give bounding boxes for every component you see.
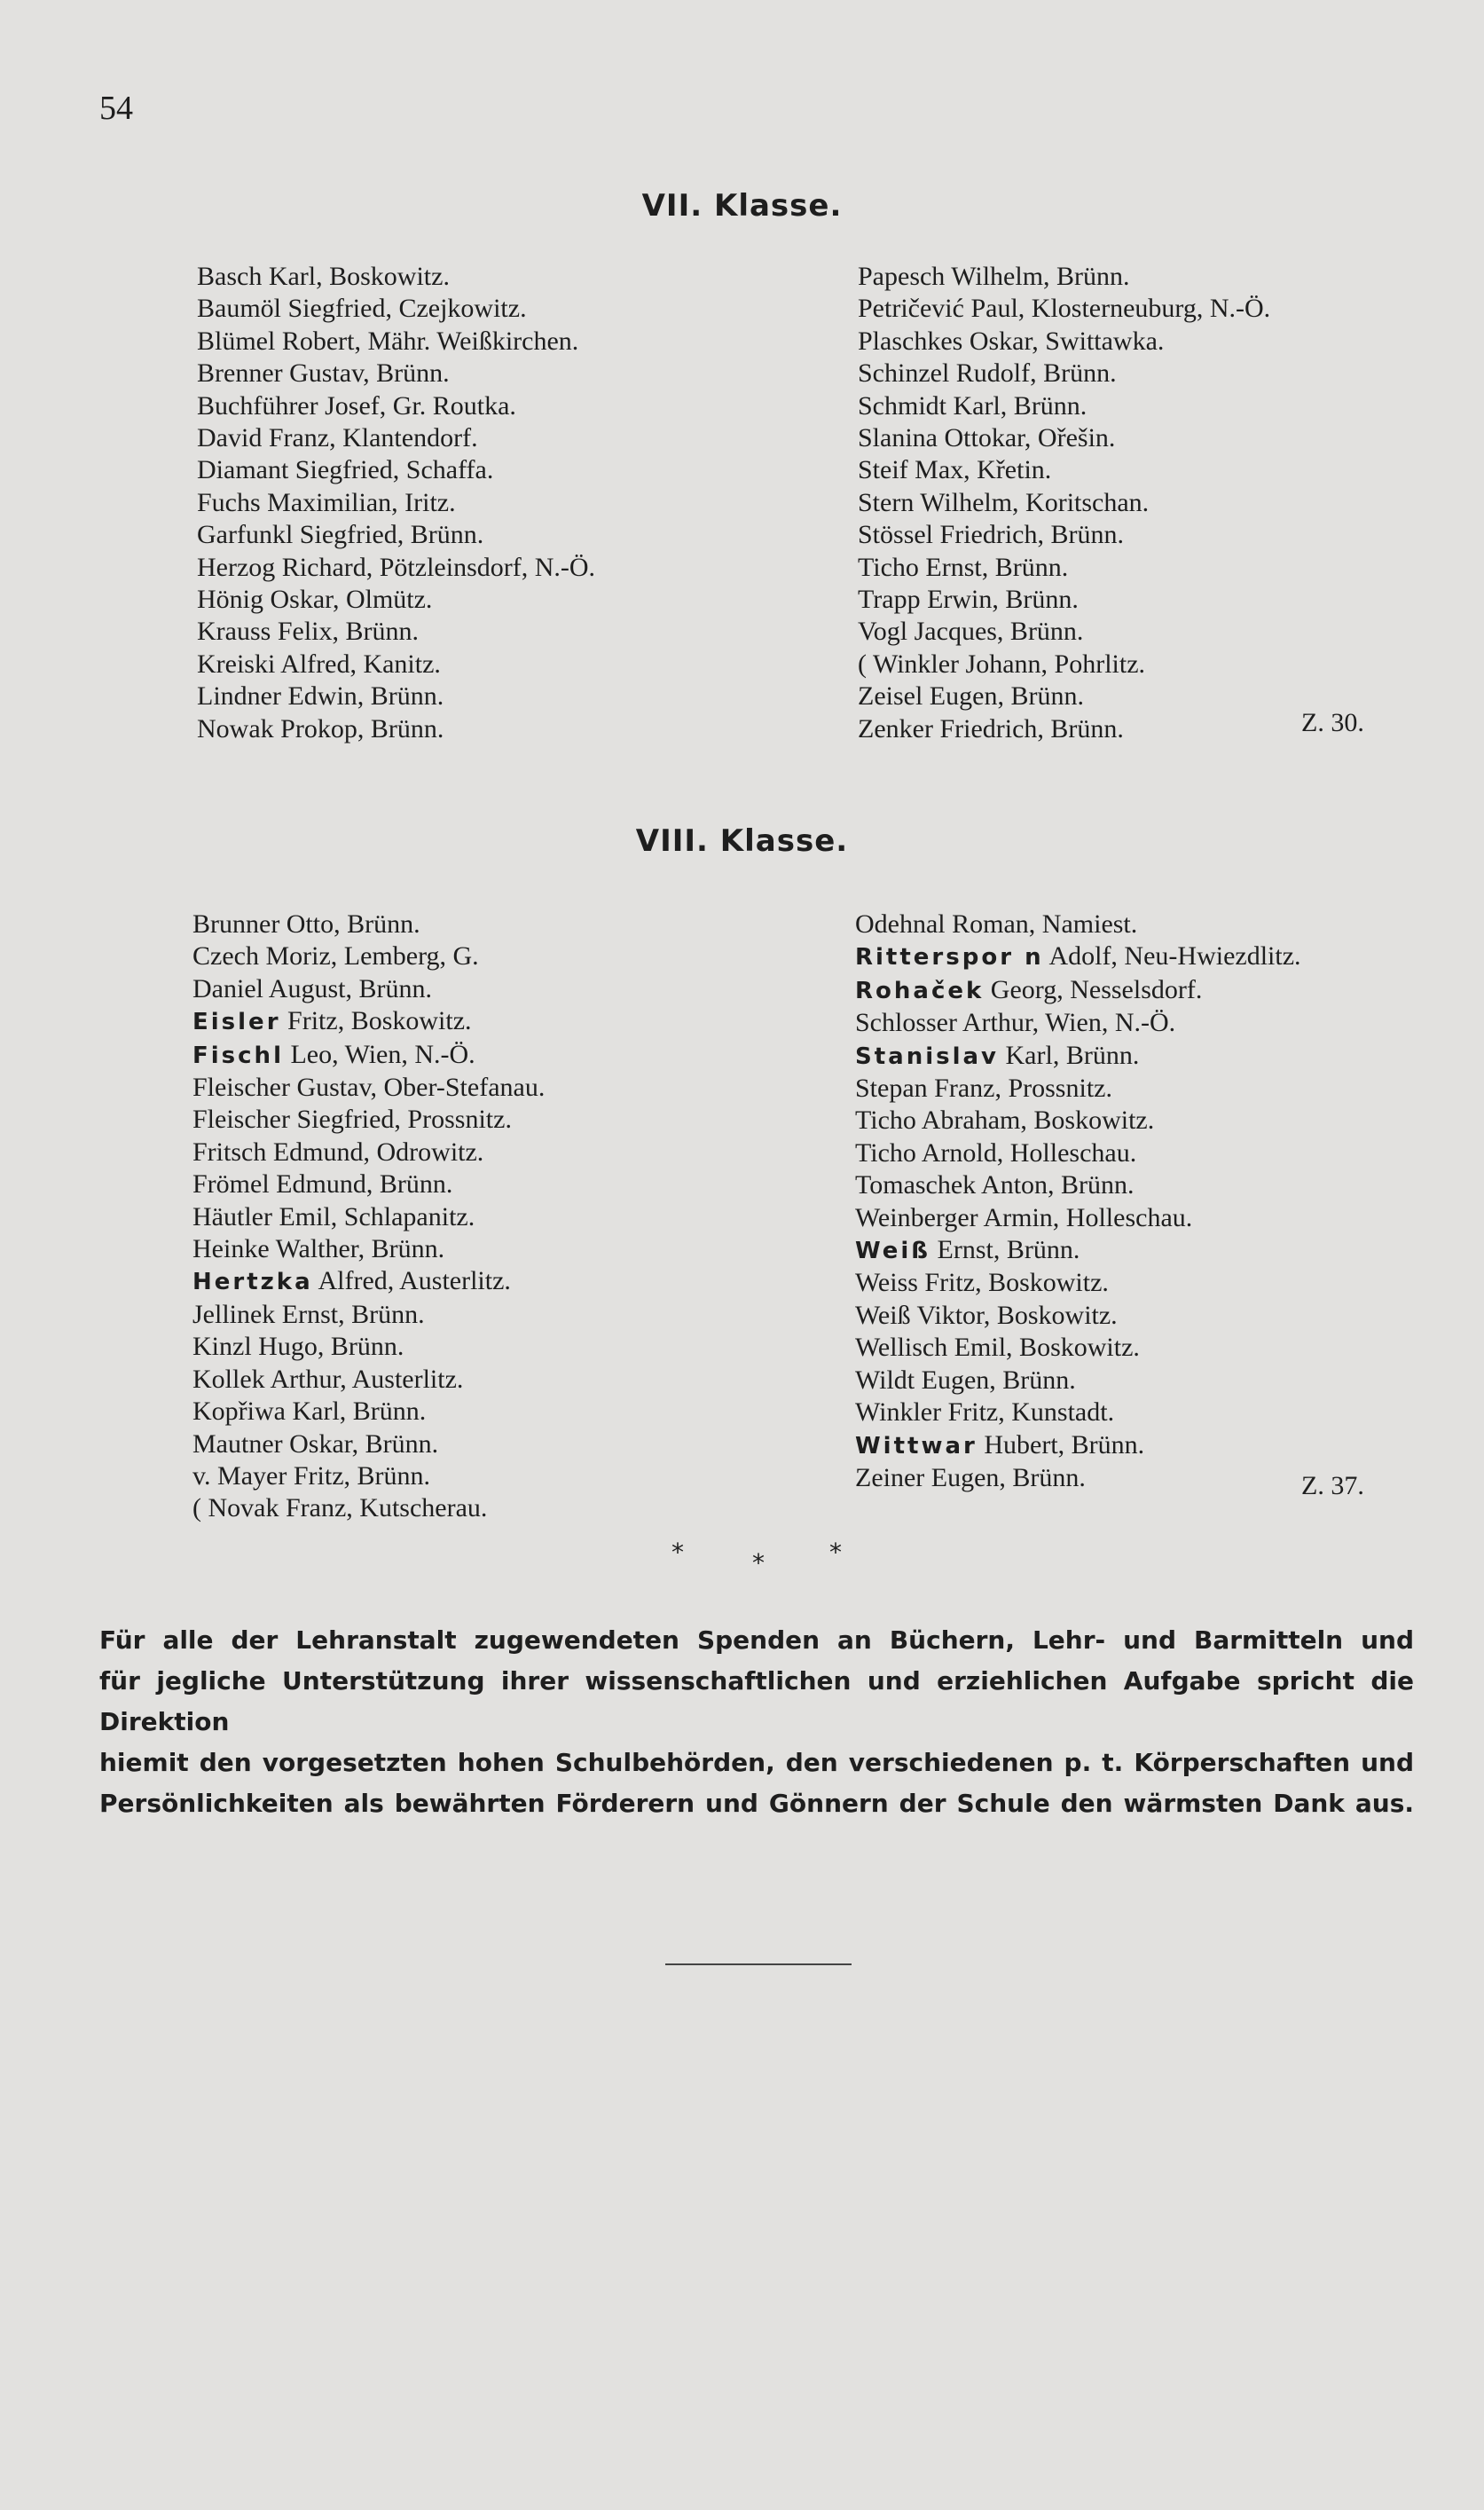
student-entry: [855, 1007, 1301, 1039]
class-8-left-column: [192, 909, 545, 1525]
student-entry: [192, 973, 545, 1005]
student-entry: [855, 974, 1301, 1007]
student-entry-text: Heinke Walther, Brünn.: [192, 1234, 445, 1264]
class-7-total: Z. 30.: [1301, 708, 1364, 737]
end-rule: [665, 1963, 852, 1965]
emphasized-surname: Rohaček: [855, 977, 985, 1004]
student-entry: [855, 1267, 1301, 1299]
student-entry: Herzog Richard, Pötzleinsdorf, N.-Ö.: [197, 552, 596, 582]
closing-line: für jegliche Unterstützung ihrer wissenschaftlichen und erziehlichen Aufgabe spricht die Direktion: [99, 1666, 1414, 1736]
student-entry-text: Ticho Arnold, Holleschau.: [855, 1137, 1137, 1168]
student-entry: Zenker Friedrich, Brünn.: [858, 713, 1124, 744]
student-entry: Plaschkes Oskar, Swittawka.: [858, 326, 1165, 356]
student-entry-text: Schlosser Arthur, Wien, N.-Ö.: [855, 1008, 1176, 1038]
student-entry: Trapp Erwin, Brünn.: [858, 585, 1079, 615]
student-entry: Diamant Siegfried, Schaffa.: [197, 455, 494, 485]
student-entry: Nowak Prokop, Brünn.: [197, 713, 444, 744]
student-entry: [855, 1040, 1301, 1073]
student-entry: Papesch Wilhelm, Brünn.: [858, 262, 1130, 291]
student-entry-text: Daniel August, Brünn.: [192, 973, 432, 1003]
asterisk: *: [671, 1538, 684, 1567]
student-entry: [855, 1300, 1301, 1332]
student-entry: [855, 1462, 1301, 1494]
student-entry: Zeisel Eugen, Brünn.: [858, 681, 1084, 712]
student-entry: Basch Karl, Boskowitz.: [197, 262, 450, 291]
student-entry: Blümel Robert, Mähr. Weißkirchen.: [197, 326, 579, 356]
student-entry: [855, 1332, 1301, 1364]
student-entry: David Franz, Klantendorf.: [197, 423, 478, 453]
student-entry-text: Kollek Arthur, Austerlitz.: [192, 1364, 464, 1394]
student-entry: [855, 909, 1301, 940]
student-entry-text: Fritsch Edmund, Odrowitz.: [192, 1137, 484, 1167]
student-entry-text: Ernst, Brünn.: [930, 1235, 1080, 1265]
student-entry: [192, 1005, 545, 1038]
student-entry: [855, 1397, 1301, 1428]
student-entry-text: Weiss Fritz, Boskowitz.: [855, 1268, 1109, 1298]
student-entry-text: Alfred, Austerlitz.: [312, 1266, 511, 1296]
student-entry: [192, 940, 545, 972]
student-entry-text: Weiß Viktor, Boskowitz.: [855, 1300, 1118, 1330]
student-entry-text: v. Mayer Fritz, Brünn.: [192, 1460, 431, 1491]
student-entry-text: Fleischer Siegfried, Prossnitz.: [192, 1105, 512, 1135]
student-entry: Lindner Edwin, Brünn.: [197, 681, 444, 712]
student-entry: [855, 1365, 1301, 1397]
student-entry-text: Ticho Abraham, Boskowitz.: [855, 1106, 1155, 1136]
student-entry: [192, 1331, 545, 1363]
student-entry-text: Karl, Brünn.: [999, 1040, 1140, 1070]
student-entry: [855, 1429, 1301, 1462]
student-entry: Schinzel Rudolf, Brünn.: [858, 358, 1117, 389]
student-entry-text: Jellinek Ernst, Brünn.: [192, 1299, 425, 1329]
student-entry-text: Kopřiwa Karl, Brünn.: [192, 1397, 427, 1427]
student-entry: [192, 1201, 545, 1233]
emphasized-surname: Weiß: [855, 1238, 930, 1265]
student-entry-text: Hubert, Brünn.: [977, 1429, 1145, 1460]
student-entry: [855, 1202, 1301, 1234]
student-entry: [192, 1168, 545, 1200]
student-entry-text: Winkler Fritz, Kunstadt.: [855, 1397, 1115, 1428]
page-number: 54: [99, 90, 133, 127]
student-entry: [192, 1492, 545, 1524]
student-entry: Baumöl Siegfried, Czejkowitz.: [197, 294, 527, 324]
student-entry-text: Georg, Nesselsdorf.: [984, 974, 1203, 1004]
student-entry-text: Fritz, Boskowitz.: [280, 1006, 472, 1036]
student-entry-text: Tomaschek Anton, Brünn.: [855, 1170, 1135, 1200]
student-entry: [192, 1104, 545, 1136]
student-entry-text: Leo, Wien, N.-Ö.: [283, 1039, 475, 1069]
student-entry: Schmidt Karl, Brünn.: [858, 390, 1087, 421]
student-entry-text: Wellisch Emil, Boskowitz.: [855, 1333, 1140, 1363]
emphasized-surname: Ritterspor n: [855, 944, 1044, 972]
emphasized-surname: Hertzka: [192, 1269, 313, 1296]
student-entry: Krauss Felix, Brünn.: [197, 617, 419, 647]
student-entry: Steif Max, Křetin.: [858, 455, 1052, 485]
class-8-heading: VIII. Klasse.: [635, 823, 849, 859]
student-entry: [855, 1169, 1301, 1201]
student-entry-text: Häutler Emil, Schlapanitz.: [192, 1201, 475, 1231]
student-entry: [192, 1137, 545, 1168]
asterisk: *: [752, 1548, 765, 1578]
student-entry: Stern Wilhelm, Koritschan.: [858, 487, 1150, 517]
student-entry: Slanina Ottokar, Ořešin.: [858, 423, 1116, 453]
student-entry-text: Mautner Oskar, Brünn.: [192, 1428, 439, 1459]
asterisk: *: [829, 1538, 842, 1567]
asterisk-separator: [0, 1538, 1484, 1578]
student-entry: [855, 1073, 1301, 1105]
student-entry: Buchführer Josef, Gr. Routka.: [197, 390, 516, 421]
student-entry: Ticho Ernst, Brünn.: [858, 552, 1069, 582]
student-entry: Brenner Gustav, Brünn.: [197, 358, 450, 389]
student-entry: Vogl Jacques, Brünn.: [858, 617, 1084, 647]
emphasized-surname: Fischl: [192, 1042, 284, 1069]
student-entry: [192, 1428, 545, 1460]
closing-line: Persönlichkeiten als bewährten Förderern und Gönnern der Schule den wärmsten Dank aus.: [99, 1789, 1414, 1818]
student-entry: [855, 1234, 1301, 1267]
student-entry: Kreiski Alfred, Kanitz.: [197, 649, 441, 679]
student-entry: [855, 1105, 1301, 1137]
student-entry: [192, 1460, 545, 1492]
student-entry-text: Fleischer Gustav, Ober-Stefanau.: [192, 1073, 546, 1103]
student-entry: Petričević Paul, Klosterneuburg, N.-Ö.: [858, 294, 1271, 324]
closing-line: hiemit den vorgesetzten hohen Schulbehörden, den verschiedenen p. t. Körperschaften und: [99, 1748, 1414, 1777]
student-entry-text: Stepan Franz, Prossnitz.: [855, 1074, 1112, 1104]
student-entry: Fuchs Maximilian, Iritz.: [197, 487, 456, 517]
student-entry-text: Adolf, Neu-Hwiezdlitz.: [1043, 941, 1301, 972]
student-entry: [192, 1265, 545, 1298]
student-entry: [192, 1364, 545, 1396]
student-entry: [855, 1137, 1301, 1169]
student-entry: Garfunkl Siegfried, Brünn.: [197, 520, 484, 550]
student-entry-text: Kinzl Hugo, Brünn.: [192, 1332, 404, 1362]
student-entry: [192, 909, 545, 940]
emphasized-surname: Stanislav: [855, 1043, 1000, 1070]
student-entry: [192, 1233, 545, 1265]
student-entry: [855, 940, 1301, 973]
emphasized-surname: Eisler: [192, 1009, 281, 1036]
student-entry: [192, 1396, 545, 1428]
student-entry: [192, 1072, 545, 1104]
student-entry-text: Zeiner Eugen, Brünn.: [855, 1462, 1086, 1492]
student-entry: ( Winkler Johann, Pohrlitz.: [858, 649, 1146, 679]
student-entry-text: Brunner Otto, Brünn.: [192, 909, 420, 939]
student-entry-text: ( Novak Franz, Kutscherau.: [192, 1493, 488, 1523]
student-entry: Hönig Oskar, Olmütz.: [197, 585, 433, 615]
student-entry-text: Czech Moriz, Lemberg, G.: [192, 941, 479, 972]
class-7-heading: VII. Klasse.: [641, 188, 843, 224]
student-entry-text: Wildt Eugen, Brünn.: [855, 1365, 1076, 1395]
closing-line: Für alle der Lehranstalt zugewendeten Spenden an Büchern, Lehr- und Barmitteln und: [99, 1625, 1414, 1655]
student-entry-text: Frömel Edmund, Brünn.: [192, 1169, 453, 1200]
student-entry: [192, 1039, 545, 1072]
class-7-right-column: [858, 261, 1270, 745]
class-7-left-column: [197, 261, 595, 745]
class-8-right-column: [855, 909, 1301, 1494]
student-entry-text: Odehnal Roman, Namiest.: [855, 909, 1138, 939]
closing-paragraph: [99, 1620, 1414, 1824]
student-entry: Stössel Friedrich, Brünn.: [858, 520, 1124, 550]
student-entry: [192, 1299, 545, 1331]
student-entry-text: Weinberger Armin, Holleschau.: [855, 1202, 1193, 1232]
emphasized-surname: Wittwar: [855, 1432, 978, 1460]
class-8-total: Z. 37.: [1301, 1471, 1364, 1500]
